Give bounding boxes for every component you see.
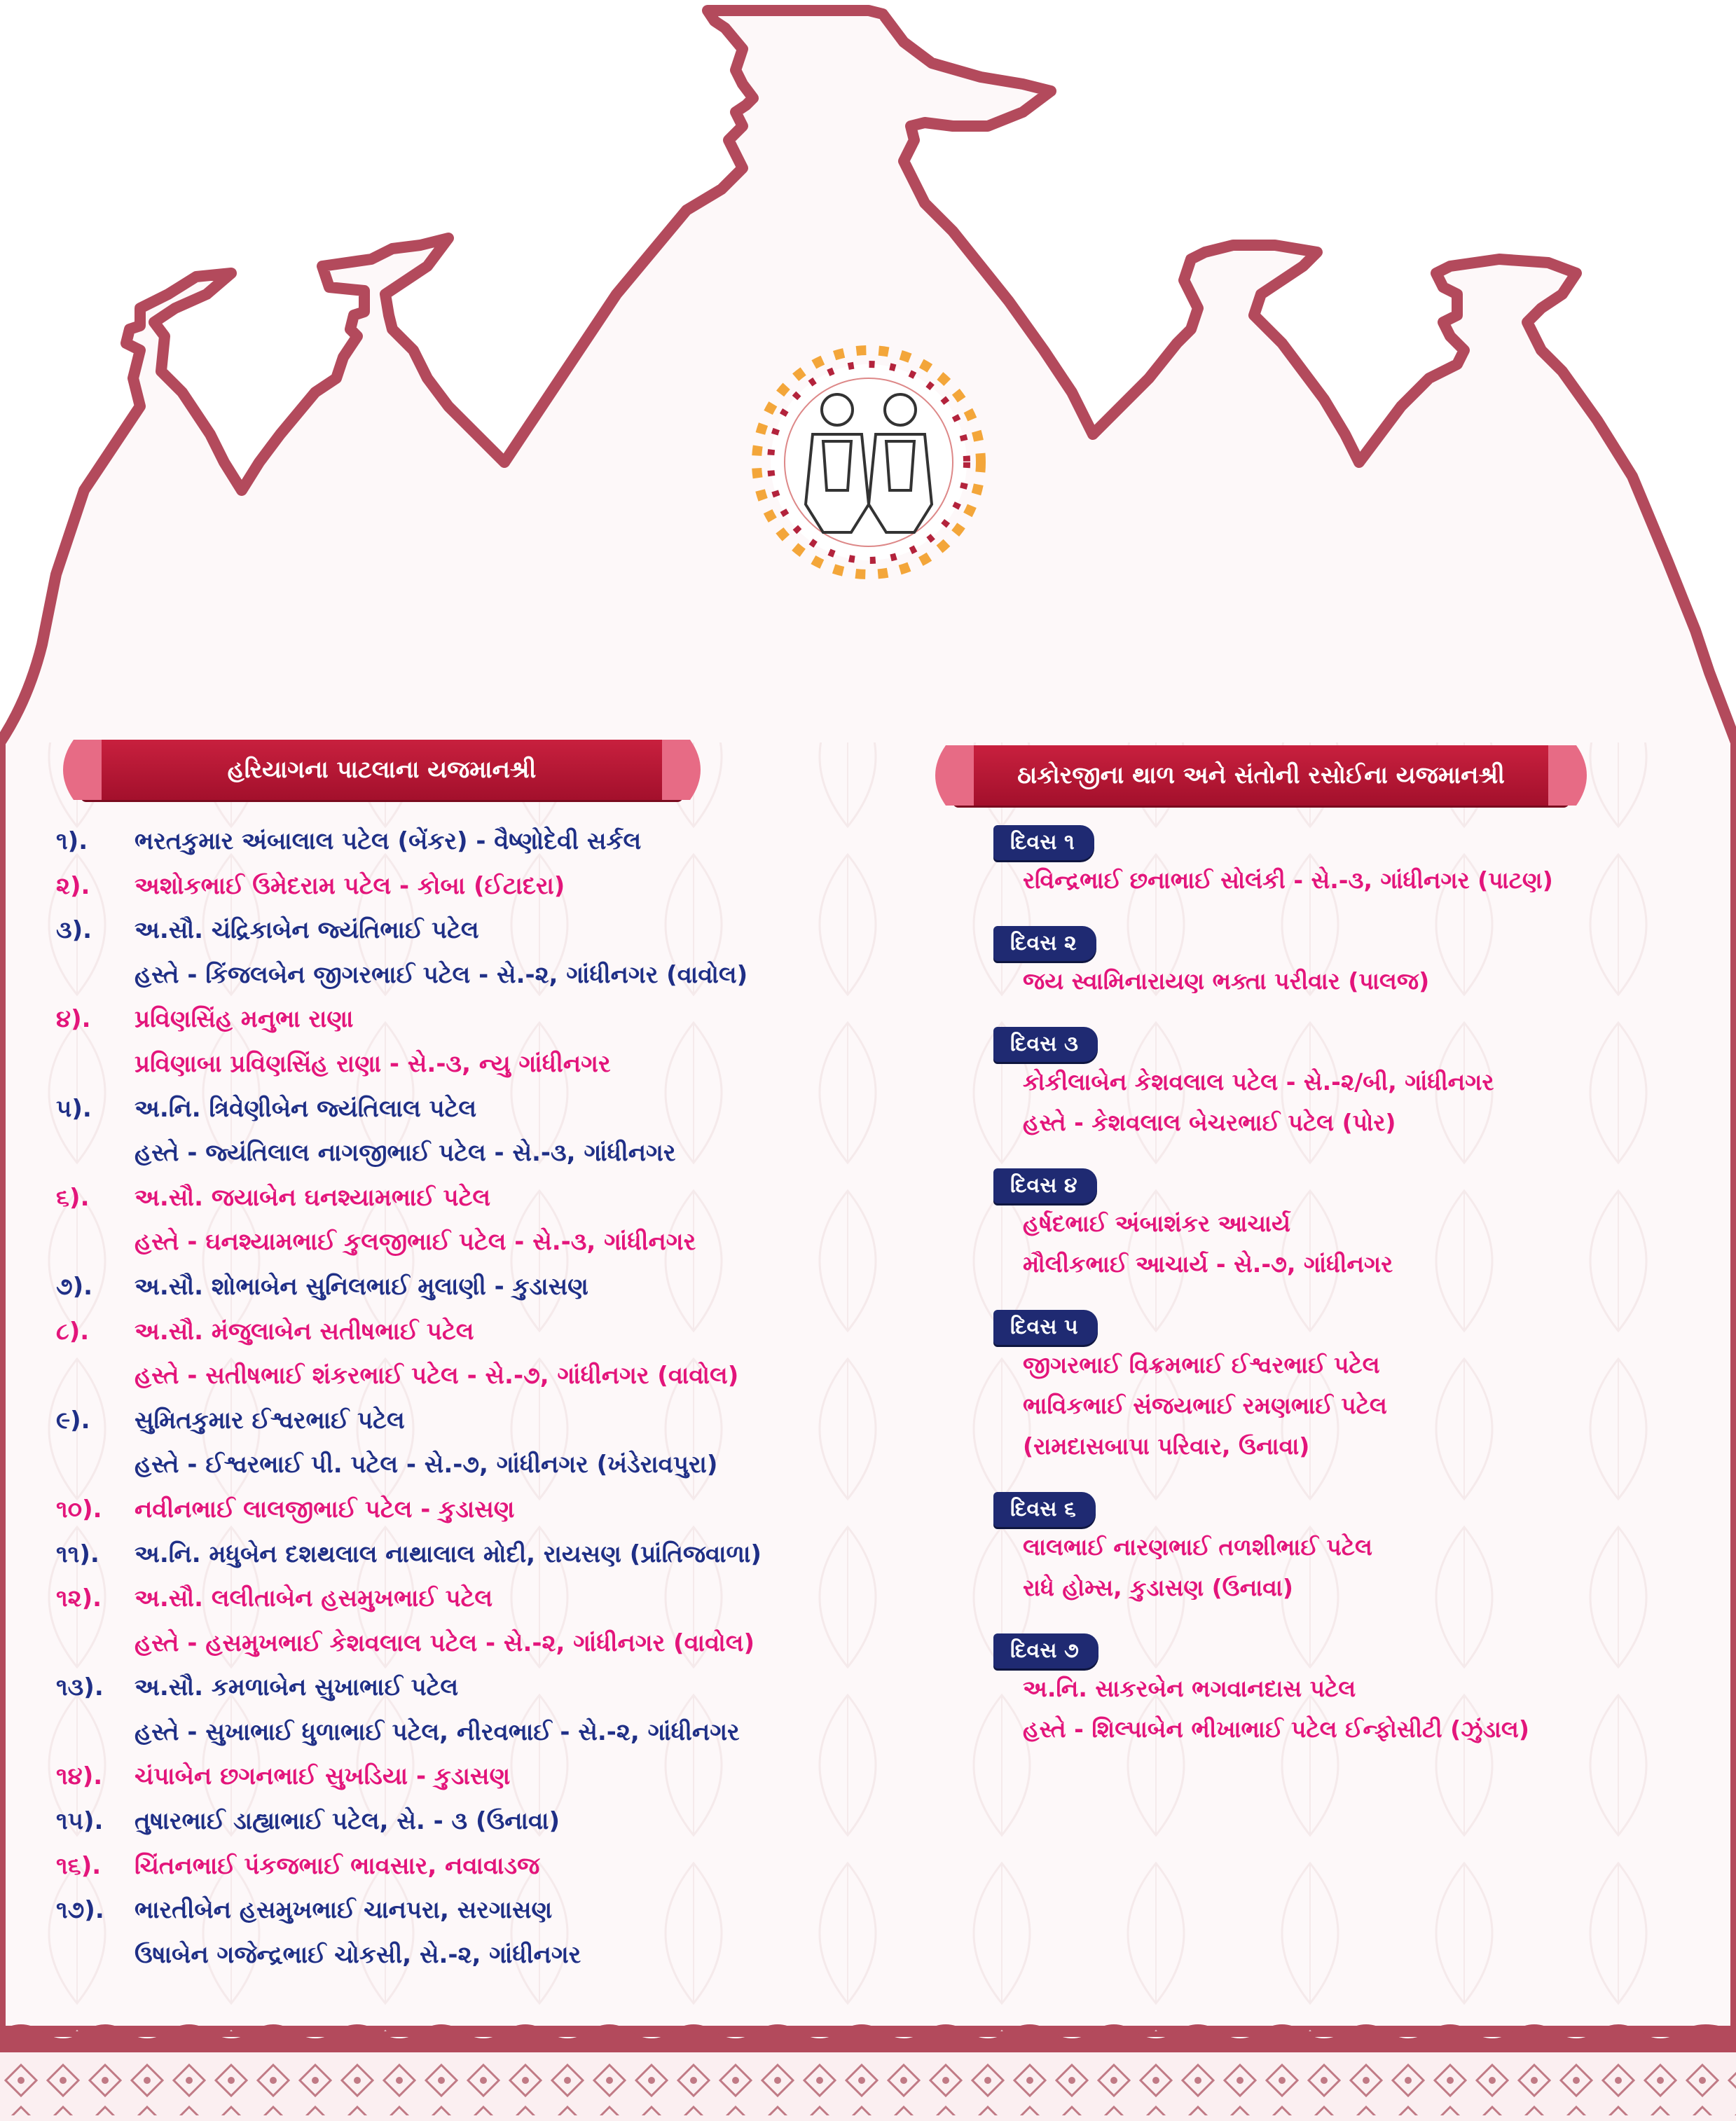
item-text: અ.સૌ. શોભાબેન સુનિલભાઈ મુલાણી - કુડાસણ <box>135 1272 588 1301</box>
bottom-decorative-band <box>0 2017 1736 2121</box>
list-item <box>56 1176 911 1265</box>
day-host-text: (રામદાસબાપા પરિવાર, ઉનાવા) <box>1023 1432 1310 1460</box>
item-text: અશોકભાઈ ઉમેદરામ પટેલ - કોબા (ઈટાદરા) <box>135 871 565 900</box>
item-text: અ.સૌ. જયાબેન ઘનશ્યામભાઈ પટેલ <box>135 1183 491 1212</box>
item-text: હસ્તે - ઘનશ્યામભાઈ કુલજીભાઈ પટેલ - સે.-૩, ગાંધીનગર <box>135 1228 696 1257</box>
item-number: ૬). <box>56 1183 90 1212</box>
item-number: ૧૩). <box>56 1673 104 1702</box>
item-text: હસ્તે - હસમુખભાઈ કેશવલાલ પટેલ - સે.-૨, ગાંધીનગર (વાવોલ) <box>135 1629 755 1657</box>
item-number: ૭). <box>56 1272 93 1301</box>
item-text: ભરતકુમાર અંબાલાલ પટેલ (બેંકર) - વૈષ્ણોદેવી સર્કલ <box>135 827 642 855</box>
host-list <box>56 820 911 1977</box>
day-label-badge: દિવસ ૭ <box>993 1633 1098 1669</box>
day-host-text: ભાવિકભાઈ સંજયભાઈ રમણભાઈ પટેલ <box>1023 1392 1387 1419</box>
item-text: પ્રવિણસિંહ મનુભા રાણા <box>135 1005 354 1034</box>
item-text: હસ્તે - સતીષભાઈ શંકરભાઈ પટેલ - સે.-૭, ગાંધીનગર (વાવોલ) <box>135 1362 739 1390</box>
day-list <box>993 825 1694 1775</box>
title-flare-right-icon <box>1548 745 1597 806</box>
item-number: ૧). <box>56 827 88 855</box>
item-text: અ.સૌ. ચંદ્રિકાબેન જ્યંતિભાઈ પટેલ <box>135 916 479 945</box>
day-host-text: રાધે હોમ્સ, કુડાસણ (ઉનાવા) <box>1023 1574 1294 1601</box>
day-host-text: મૌલીકભાઈ આચાર્ય - સે.-૭, ગાંધીનગર <box>1023 1250 1393 1278</box>
item-number: ૩). <box>56 916 92 945</box>
list-item <box>56 1577 911 1666</box>
list-item <box>56 1533 911 1577</box>
item-text: અ.સૌ. મંજુલાબેન સતીષભાઈ પટેલ <box>135 1317 474 1346</box>
item-text: ભારતીબેન હસમુખભાઈ ચાનપરા, સરગાસણ <box>135 1896 553 1925</box>
day-block <box>993 825 1694 901</box>
list-item <box>56 864 911 909</box>
day-block <box>993 1633 1694 1750</box>
item-text: હસ્તે - કિંજલબેન જીગરભાઈ પટેલ - સે.-૨, ગાંધીનગર (વાવોલ) <box>135 960 748 989</box>
day-block <box>993 1492 1694 1608</box>
day-label-badge: દિવસ ૬ <box>993 1492 1096 1527</box>
item-text: ચિંતનભાઈ પંકજભાઈ ભાવસાર, નવાવાડજ <box>135 1851 540 1880</box>
item-number: ૧૧). <box>56 1540 99 1568</box>
item-text: અ.સૌ. કમળાબેન સુખાભાઈ પટેલ <box>135 1673 459 1702</box>
title-flare-left-icon <box>925 745 974 806</box>
item-text: તુષારભાઈ ડાહ્યાભાઈ પટેલ, સે. - ૩ (ઉનાવા) <box>135 1807 560 1836</box>
item-text: પ્રવિણાબા પ્રવિણસિંહ રાણા - સે.-૩, ન્યુ ગાંધીનગર <box>135 1049 611 1078</box>
right-section-title-text: ઠાકોરજીના થાળ અને સંતોની રસોઈના યજમાનશ્રી <box>1017 761 1505 789</box>
item-text: હસ્તે - સુખાભાઈ ધુળાભાઈ પટેલ, નીરવભાઈ - સે.-૨, ગાંધીનગર <box>135 1718 740 1746</box>
list-item <box>56 1888 911 1977</box>
list-item <box>56 1087 911 1176</box>
day-block <box>993 1310 1694 1467</box>
left-section-title-text: હરિયાગના પાટલાના યજમાનશ્રી <box>227 756 537 784</box>
item-number: ૯). <box>56 1406 90 1435</box>
title-flare-left-icon <box>53 740 102 800</box>
day-host-text: જય સ્વામિનારાયણ ભક્તા પરીવાર (પાલજ) <box>1023 967 1430 995</box>
list-item <box>56 1666 911 1755</box>
day-block <box>993 1027 1694 1143</box>
item-number: ૧૦). <box>56 1495 102 1524</box>
list-item <box>56 1399 911 1488</box>
day-host-text: હસ્તે - શિલ્પાબેન ભીખાભાઈ પટેલ ઈન્ફોસીટી (ઝુંડાલ) <box>1023 1715 1529 1743</box>
day-host-text: જીગરભાઈ વિક્રમભાઈ ઈશ્વરભાઈ પટેલ <box>1023 1351 1380 1379</box>
item-text: ઉષાબેન ગજેન્દ્રભાઈ ચોકસી, સે.-૨, ગાંધીનગર <box>135 1940 581 1969</box>
item-number: ૪). <box>56 1005 91 1034</box>
day-host-text: હર્ષદભાઈ અંબાશંકર આચાર્ય <box>1023 1210 1290 1237</box>
title-flare-right-icon <box>662 740 711 800</box>
item-number: ૧૬). <box>56 1851 102 1880</box>
list-item <box>56 1755 911 1799</box>
list-item <box>56 997 911 1086</box>
day-block <box>993 1168 1694 1285</box>
day-host-text: લાલભાઈ નારણભાઈ તળશીભાઈ પટેલ <box>1023 1533 1372 1561</box>
item-number: ૧૫). <box>56 1807 104 1836</box>
right-section-title <box>953 745 1569 806</box>
list-item <box>56 1844 911 1889</box>
item-number: ૧૨). <box>56 1584 102 1613</box>
item-number: ૧૪). <box>56 1762 103 1791</box>
item-number: ૧૭). <box>56 1896 104 1925</box>
day-host-text: અ.નિ. સાકરબેન ભગવાનદાસ પટેલ <box>1023 1675 1356 1702</box>
day-host-text: રવિન્દ્રભાઈ છનાભાઈ સોલંકી - સે.-૩, ગાંધીનગર (પાટણ) <box>1023 866 1553 894</box>
day-label-badge: દિવસ ૫ <box>993 1310 1098 1345</box>
item-text: હસ્તે - જ્યંતિલાલ નાગજીભાઈ પટેલ - સે.-૩, ગાંધીનગર <box>135 1139 676 1168</box>
day-host-text: હસ્તે - કેશવલાલ બેચરભાઈ પટેલ (પોર) <box>1023 1109 1396 1136</box>
item-text: અ.સૌ. લલીતાબેન હસમુખભાઈ પટેલ <box>135 1584 493 1613</box>
item-number: ૫). <box>56 1094 92 1123</box>
item-text: હસ્તે - ઈશ્વરભાઈ પી. પટેલ - સે.-૭, ગાંધીનગર (ખંડેરાવપુરા) <box>135 1451 718 1479</box>
list-item <box>56 1310 911 1399</box>
day-host-text: કોકીલાબેન કેશવલાલ પટેલ - સે.-૨/બી, ગાંધીનગર <box>1023 1068 1494 1096</box>
left-section-title <box>81 740 683 800</box>
day-label-badge: દિવસ ૪ <box>993 1168 1097 1203</box>
item-text: સુમિતકુમાર ઈશ્વરભાઈ પટેલ <box>135 1406 405 1435</box>
list-item <box>56 1265 911 1310</box>
item-text: અ.નિ. ત્રિવેણીબેન જ્યંતિલાલ પટેલ <box>135 1094 477 1123</box>
item-number: ૮). <box>56 1317 90 1346</box>
list-item <box>56 820 911 864</box>
item-text: ચંપાબેન છગનભાઈ સુખડિયા - કુડાસણ <box>135 1762 511 1791</box>
day-label-badge: દિવસ ૧ <box>993 825 1094 860</box>
list-item <box>56 1799 911 1844</box>
item-text: નવીનભાઈ લાલજીભાઈ પટેલ - કુડાસણ <box>135 1495 515 1524</box>
list-item <box>56 908 911 997</box>
day-label-badge: દિવસ ૨ <box>993 926 1096 961</box>
day-label-badge: દિવસ ૩ <box>993 1027 1098 1062</box>
item-number: ૨). <box>56 871 90 900</box>
list-item <box>56 1488 911 1533</box>
day-block <box>993 926 1694 1002</box>
item-text: અ.નિ. મધુબેન દશથલાલ નાથાલાલ મોદી, રાયસણ (પ્રાંતિજવાળા) <box>135 1540 762 1568</box>
